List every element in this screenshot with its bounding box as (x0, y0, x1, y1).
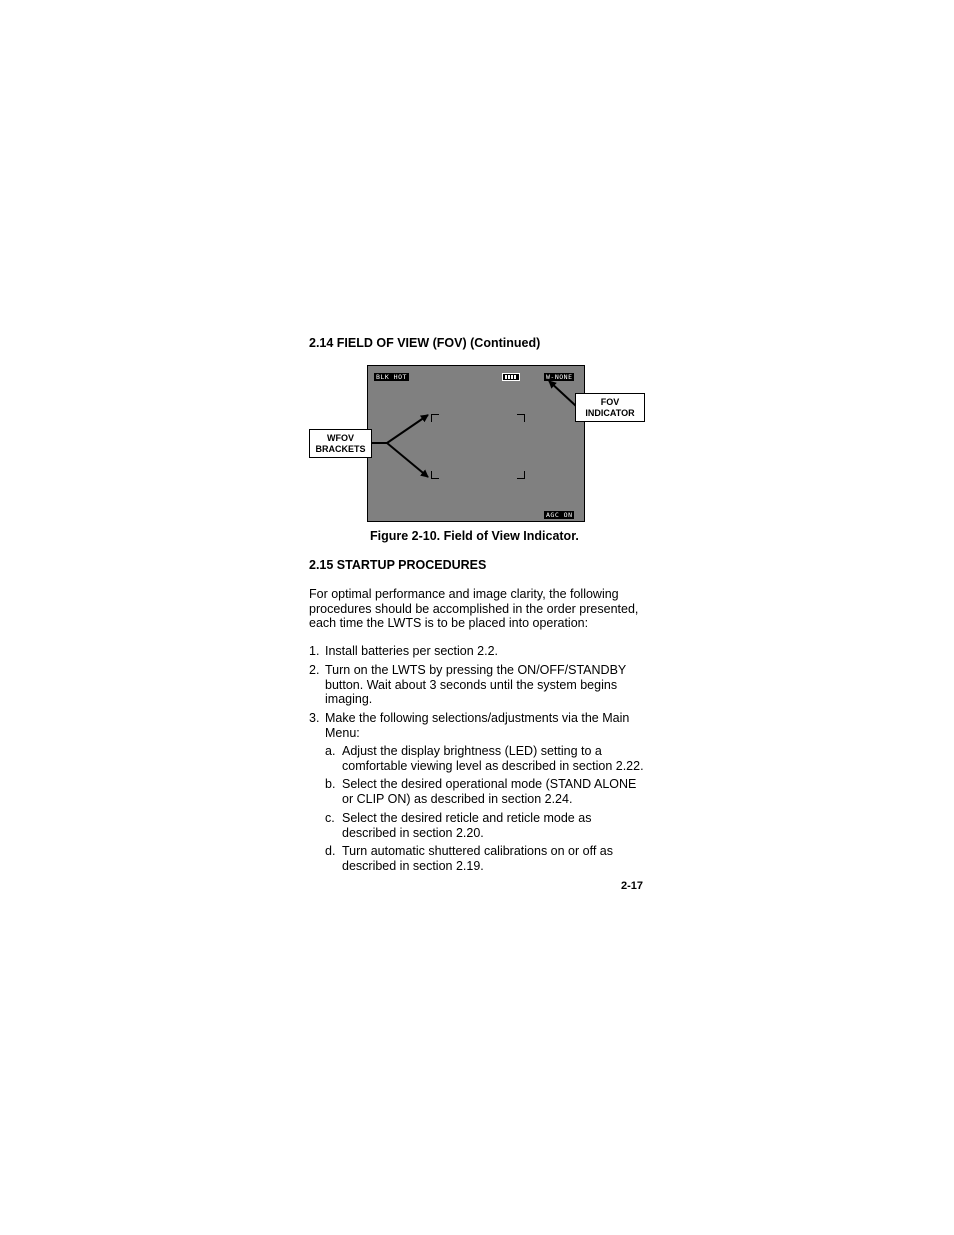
figure-caption: Figure 2-10. Field of View Indicator. (370, 529, 579, 543)
substep-line: comfortable viewing level as described in section 2.22. (342, 758, 644, 773)
intro-line: each time the LWTS is to be placed into operation: (309, 616, 589, 630)
section-heading-2-15: 2.15 STARTUP PROCEDURES (309, 558, 487, 572)
substep-letter: d. (325, 844, 336, 858)
callout-wfov-line-2: BRACKETS (315, 443, 366, 454)
step-number: 1. (309, 644, 320, 658)
substep-letter: a. (325, 744, 336, 758)
step-1 (309, 644, 654, 659)
intro-line: For optimal performance and image clarity, the following (309, 587, 619, 601)
intro-paragraph (309, 587, 654, 631)
substep-line: Turn automatic shuttered calibrations on or off as (342, 844, 613, 858)
callout-fov-line-1: FOV (600, 396, 620, 407)
step-line: Menu: (325, 725, 360, 740)
step-line: imaging. (325, 692, 373, 706)
substep-line: described in section 2.19. (342, 858, 484, 873)
step-line: Install batteries per section 2.2. (325, 644, 499, 658)
callout-wfov-brackets (309, 429, 372, 458)
substep-line: Select the desired reticle and reticle mode as (342, 811, 592, 825)
step-number: 3. (309, 711, 320, 725)
callout-wfov-line-1: WFOV (327, 432, 354, 443)
step-line: Turn on the LWTS by pressing the ON/OFF/STANDBY (325, 663, 627, 677)
step-number: 2. (309, 663, 320, 677)
step-3 (309, 711, 654, 740)
callout-fov-line-2: INDICATOR (585, 407, 635, 418)
osd-agc-label: AGC ON (546, 511, 573, 519)
page-number: 2-17 (621, 880, 644, 892)
substep-a (325, 744, 655, 773)
step-line: button. Wait about 3 seconds until the system begins (325, 677, 618, 692)
substep-line: described in section 2.20. (342, 825, 484, 840)
osd-fov-indicator: W-NONE (546, 373, 573, 381)
substep-line: or CLIP ON) as described in section 2.24. (342, 791, 573, 806)
substep-c (325, 811, 655, 840)
substep-letter: c. (325, 811, 335, 825)
intro-line: procedures should be accomplished in the order presented, (309, 601, 639, 616)
wfov-arrow-upper (387, 415, 428, 443)
section-heading-2-14: 2.14 FIELD OF VIEW (FOV) (Continued) (309, 336, 541, 350)
substep-d (325, 844, 655, 873)
step-line: Make the following selections/adjustments via the Main (325, 711, 630, 725)
substep-b (325, 777, 655, 806)
step-2 (309, 663, 654, 707)
osd-polarity-label: BLK HOT (376, 373, 407, 381)
fov-arrow (549, 381, 576, 406)
wfov-arrow-lower (387, 443, 428, 477)
substep-line: Adjust the display brightness (LED) setting to a (342, 744, 602, 758)
callout-fov-indicator (575, 393, 645, 422)
substep-letter: b. (325, 777, 336, 791)
substep-line: Select the desired operational mode (STAND ALONE (342, 777, 637, 791)
